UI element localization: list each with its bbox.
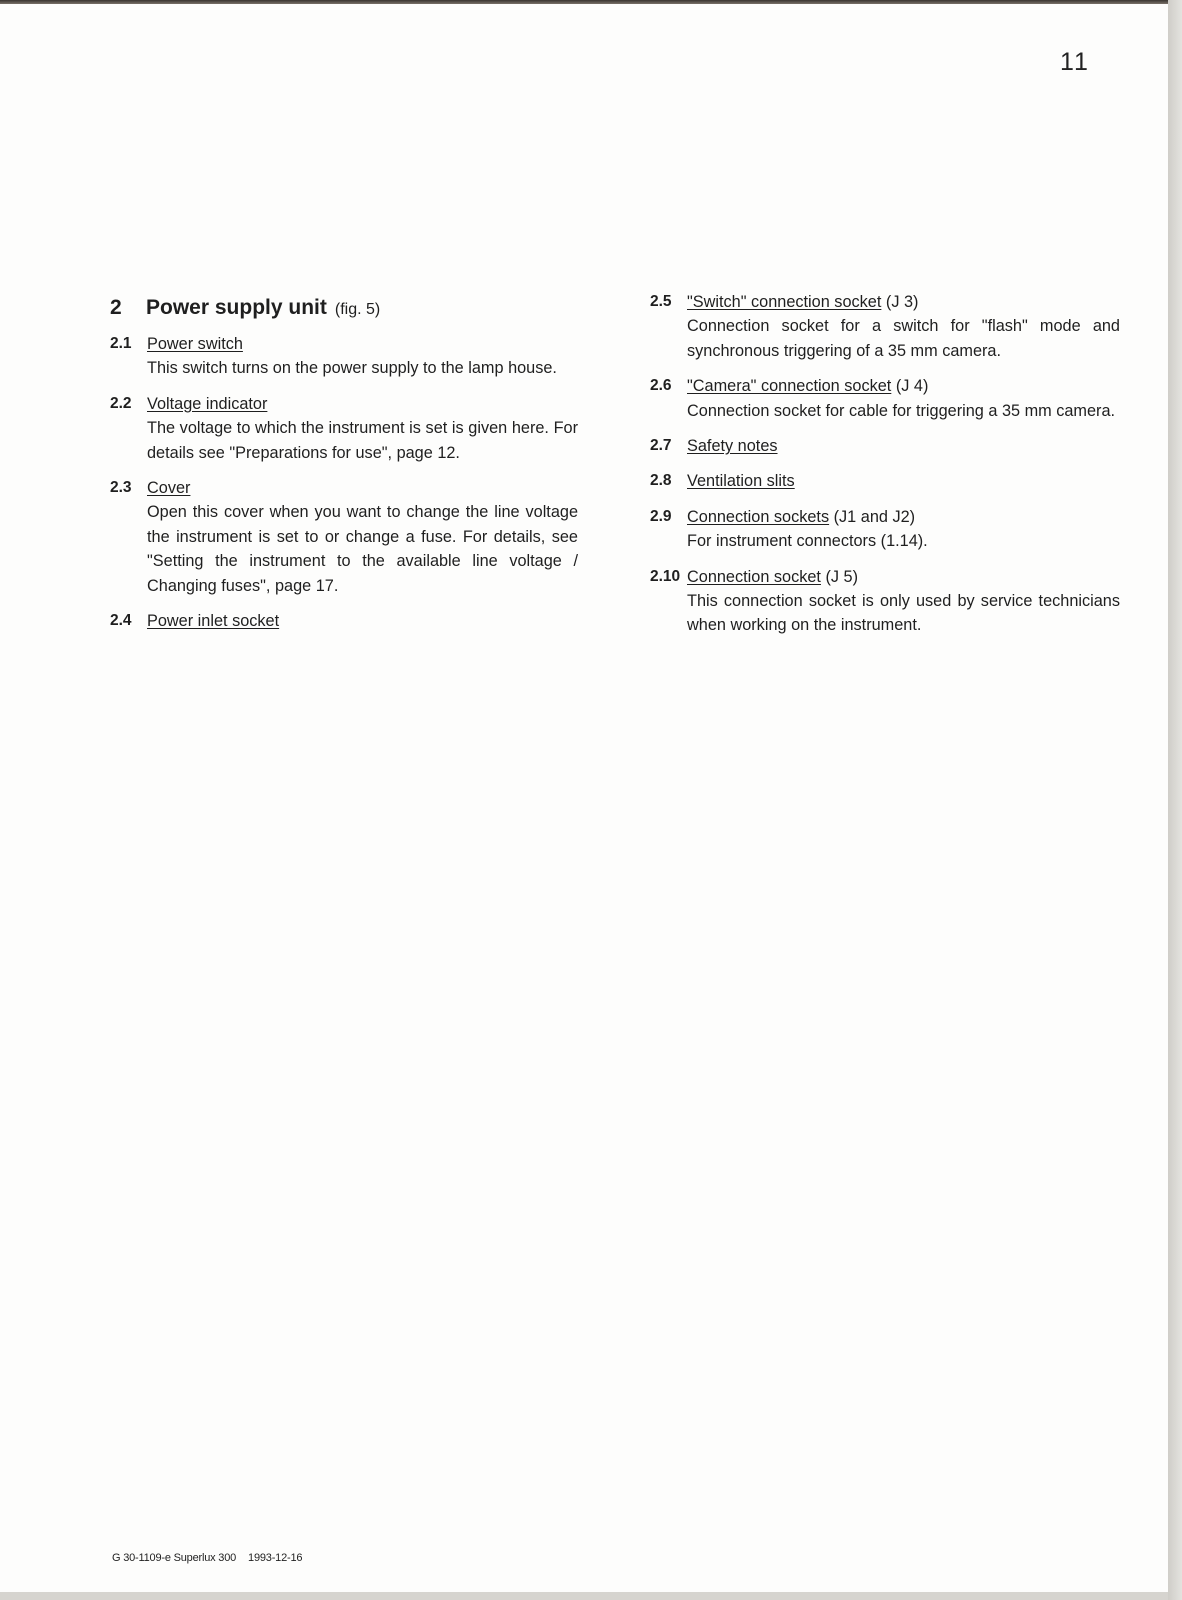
list-item <box>650 374 1120 423</box>
item-title: Voltage indicator <box>147 394 268 413</box>
list-item <box>110 332 578 381</box>
item-number: 2.7 <box>650 437 672 455</box>
document-page <box>0 4 1168 1592</box>
page-footer <box>112 1552 302 1564</box>
item-suffix: (J 5) <box>820 567 859 586</box>
item-suffix: (J 3) <box>881 293 919 311</box>
list-item <box>110 609 578 633</box>
document-id: G 30-1109-e Superlux 300 <box>112 1552 237 1564</box>
item-number: 2.8 <box>650 472 672 490</box>
section-title: Power supply unit <box>146 296 327 319</box>
list-item <box>650 434 1120 458</box>
item-description: This switch turns on the power supply to the lamp house. <box>147 359 557 378</box>
item-title: "Camera" connection socket <box>687 377 892 396</box>
item-description: The voltage to which the instrument is set is given here. For details see "Preparations for use", page 12. <box>147 419 578 462</box>
item-suffix: (J1 and J2) <box>829 507 916 526</box>
list-item <box>650 290 1120 363</box>
document-date: 1993-12-16 <box>248 1552 303 1564</box>
item-number: 2.3 <box>110 479 132 497</box>
figure-reference: (fig. 5) <box>334 301 381 318</box>
item-title: Cover <box>147 479 191 498</box>
item-title: Connection sockets <box>687 507 830 526</box>
item-description: Connection socket for a switch for "flash" mode and synchronous triggering of a 35 mm camera. <box>687 317 1120 360</box>
item-number: 2.4 <box>110 612 132 630</box>
list-item <box>650 565 1120 638</box>
item-title: "Switch" connection socket <box>687 293 882 311</box>
item-number: 2.9 <box>650 507 672 525</box>
item-title: Power inlet socket <box>147 612 280 631</box>
section-heading <box>110 296 578 320</box>
list-item <box>650 469 1120 493</box>
right-column <box>650 290 1120 649</box>
item-title: Safety notes <box>687 437 778 456</box>
item-description: This connection socket is only used by service technicians when working on the instrument. <box>687 592 1120 635</box>
item-title: Connection socket <box>687 567 821 586</box>
item-number: 2.5 <box>650 293 672 310</box>
list-item <box>110 476 578 598</box>
section-number: 2 <box>110 296 122 319</box>
item-number: 2.10 <box>650 567 681 585</box>
item-title: Power switch <box>147 335 243 353</box>
page-number: 11 <box>1060 48 1090 76</box>
item-description: Connection socket for cable for triggering a 35 mm camera. <box>687 401 1116 420</box>
item-description: For instrument connectors (1.14). <box>687 532 928 551</box>
item-title: Ventilation slits <box>687 472 795 491</box>
left-column <box>110 290 578 644</box>
item-description: Open this cover when you want to change the line voltage the instrument is set to or change a fuse. For details, see "Setting the instrument to the available line voltage / Changing fuses", page 17. <box>147 503 578 595</box>
item-suffix: (J 4) <box>891 377 929 396</box>
list-item <box>110 392 578 465</box>
list-item <box>650 505 1120 554</box>
item-number: 2.6 <box>650 377 672 395</box>
item-number: 2.1 <box>110 335 132 352</box>
scan-right-edge <box>1168 0 1182 1600</box>
item-number: 2.2 <box>110 394 132 412</box>
